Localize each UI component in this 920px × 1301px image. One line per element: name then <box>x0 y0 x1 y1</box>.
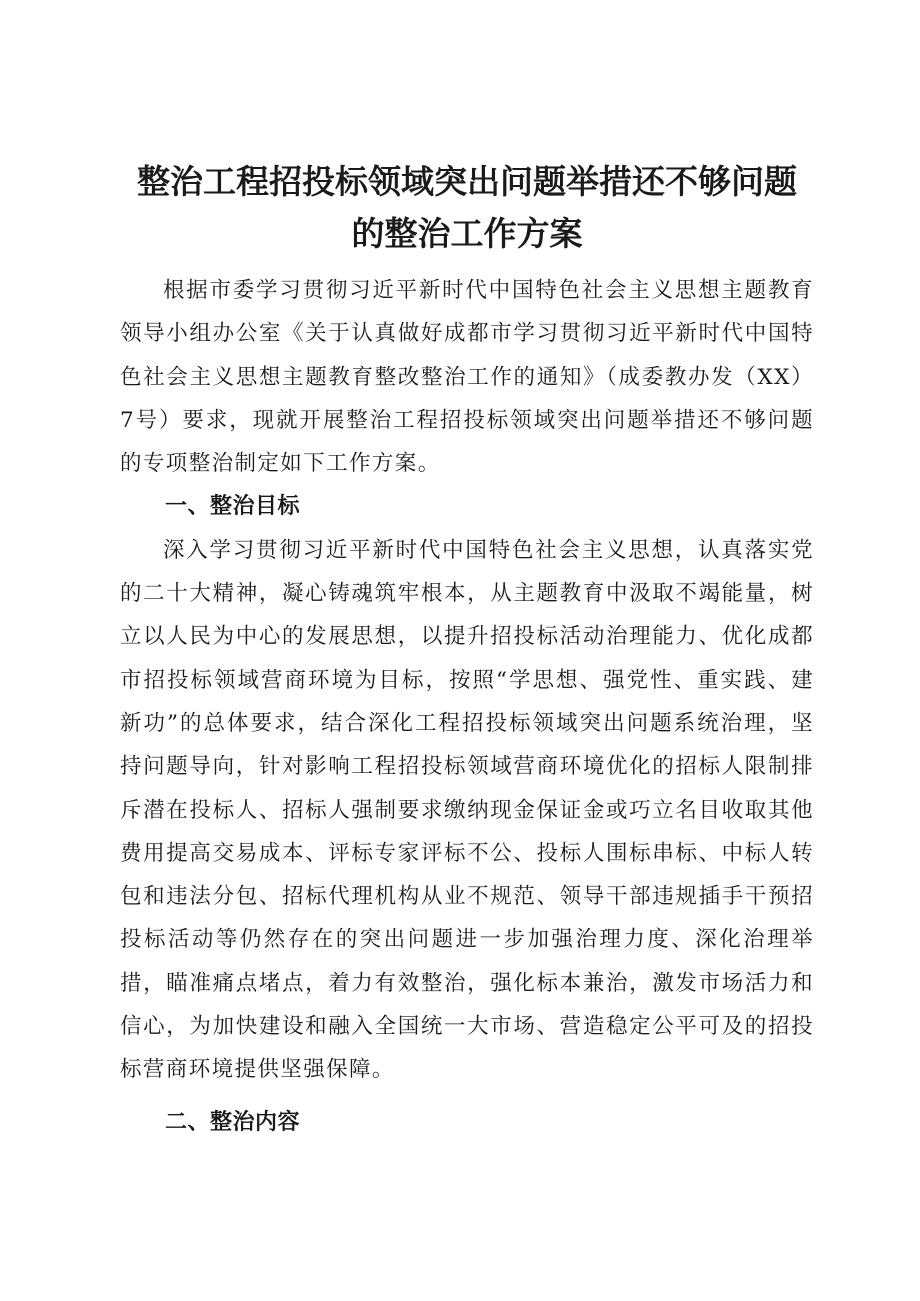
section-2-heading: 二、整治内容 <box>165 1109 301 1135</box>
section-1-heading: 一、整治目标 <box>165 494 301 520</box>
intro-paragraph: 根据市委学习贯彻习近平新时代中国特色社会主义思想主题教育领导小组办公室《关于认真做好成都市学习贯彻习近平新时代中国特色社会主义思想主题教育整改整治工作的通知》（成委教办发（XX）7号）要求，现就开展整治工程招投标领域突出问题举措还不够问题的专项整治制定如下工作方案。 <box>120 278 814 477</box>
section-1-paragraph: 深入学习贯彻习近平新时代中国特色社会主义思想，认真落实党的二十大精神，凝心铸魂筑牢根本，从主题教育中汲取不竭能量，树立以人民为中心的发展思想，以提升招投标活动治理能力、优化成都市招投标领域营商环境为目标，按照“学思想、强党性、重实践、建新功”的总体要求，结合深化工程招投标领域突出问题系统治理，坚持问题导向，针对影响工程招投标领域营商环境优化的招标人限制排斥潜在投标人、招标人强制要求缴纳现金保证金或巧立名目收取其他费用提高交易成本、评标专家评标不公、投标人围标串标、中标人转包和违法分包、招标代理机构从业不规范、领导干部违规插手干预招投标活动等仍然存在的突出问题进一步加强治理力度、深化治理举措，瞄准痛点堵点，着力有效整治，强化标本兼治，激发市场活力和信心，为加快建设和融入全国统一大市场、营造稳定公平可及的招投标营商环境提供坚强保障。 <box>120 537 814 1083</box>
document-title-line-2: 的整治工作方案 <box>351 214 583 253</box>
document-title-line-1: 整治工程招投标领域突出问题举措还不够问题 <box>137 162 797 201</box>
document-title <box>120 156 814 260</box>
